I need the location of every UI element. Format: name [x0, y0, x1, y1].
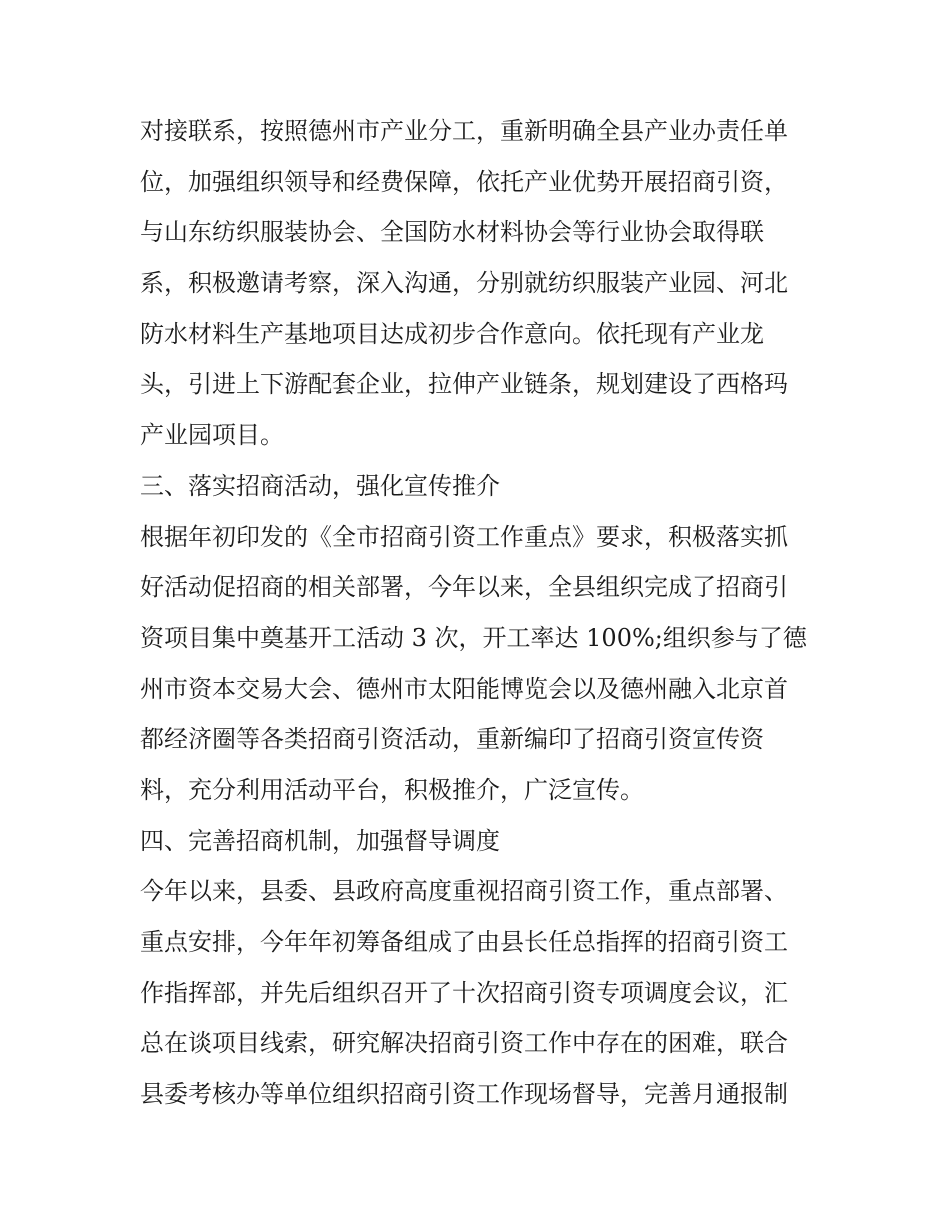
section-heading-4: 四、完善招商机制，加强督导调度 — [140, 826, 500, 855]
paragraph-line: 作指挥部，并先后组织召开了十次招商引资专项调度会议，汇 — [140, 978, 788, 1007]
paragraph-line: 产业园项目。 — [140, 421, 284, 450]
paragraph-line: 州市资本交易大会、德州市太阳能博览会以及德州融入北京首 — [140, 674, 788, 703]
paragraph-line: 都经济圈等各类招商引资活动，重新编印了招商引资宣传资 — [140, 725, 764, 754]
paragraph-line: 对接联系，按照德州市产业分工，重新明确全县产业办责任单 — [140, 117, 788, 145]
paragraph-line: 总在谈项目线索，研究解决招商引资工作中存在的困难，联合 — [140, 1029, 788, 1058]
paragraph-line: 头，引进上下游配套企业，拉伸产业链条，规划建设了西格玛 — [140, 370, 788, 399]
paragraph-line: 根据年初印发的《全市招商引资工作重点》要求，积极落实抓 — [140, 522, 788, 551]
section-heading-3: 三、落实招商活动，强化宣传推介 — [140, 471, 500, 500]
document-body — [140, 106, 820, 1120]
paragraph-line: 防水材料生产基地项目达成初步合作意向。依托现有产业龙 — [140, 319, 764, 348]
paragraph-line: 料，充分利用活动平台，积极推介，广泛宣传。 — [140, 775, 644, 804]
paragraph-line: 系，积极邀请考察，深入沟通，分别就纺织服装产业园、河北 — [140, 269, 788, 298]
paragraph-line: 县委考核办等单位组织招商引资工作现场督导，完善月通报制 — [140, 1080, 788, 1109]
paragraph-line: 好活动促招商的相关部署，今年以来，全县组织完成了招商引 — [140, 573, 788, 602]
paragraph-line: 资项目集中奠基开工活动 3 次，开工率达 100%;组织参与了德 — [140, 623, 807, 652]
paragraph-line: 与山东纺织服装协会、全国防水材料协会等行业协会取得联 — [140, 218, 764, 247]
paragraph-line: 重点安排，今年年初筹备组成了由县长任总指挥的招商引资工 — [140, 928, 788, 956]
paragraph-line: 今年以来，县委、县政府高度重视招商引资工作，重点部署、 — [140, 877, 788, 906]
paragraph-line: 位，加强组织领导和经费保障，依托产业优势开展招商引资， — [140, 167, 788, 196]
